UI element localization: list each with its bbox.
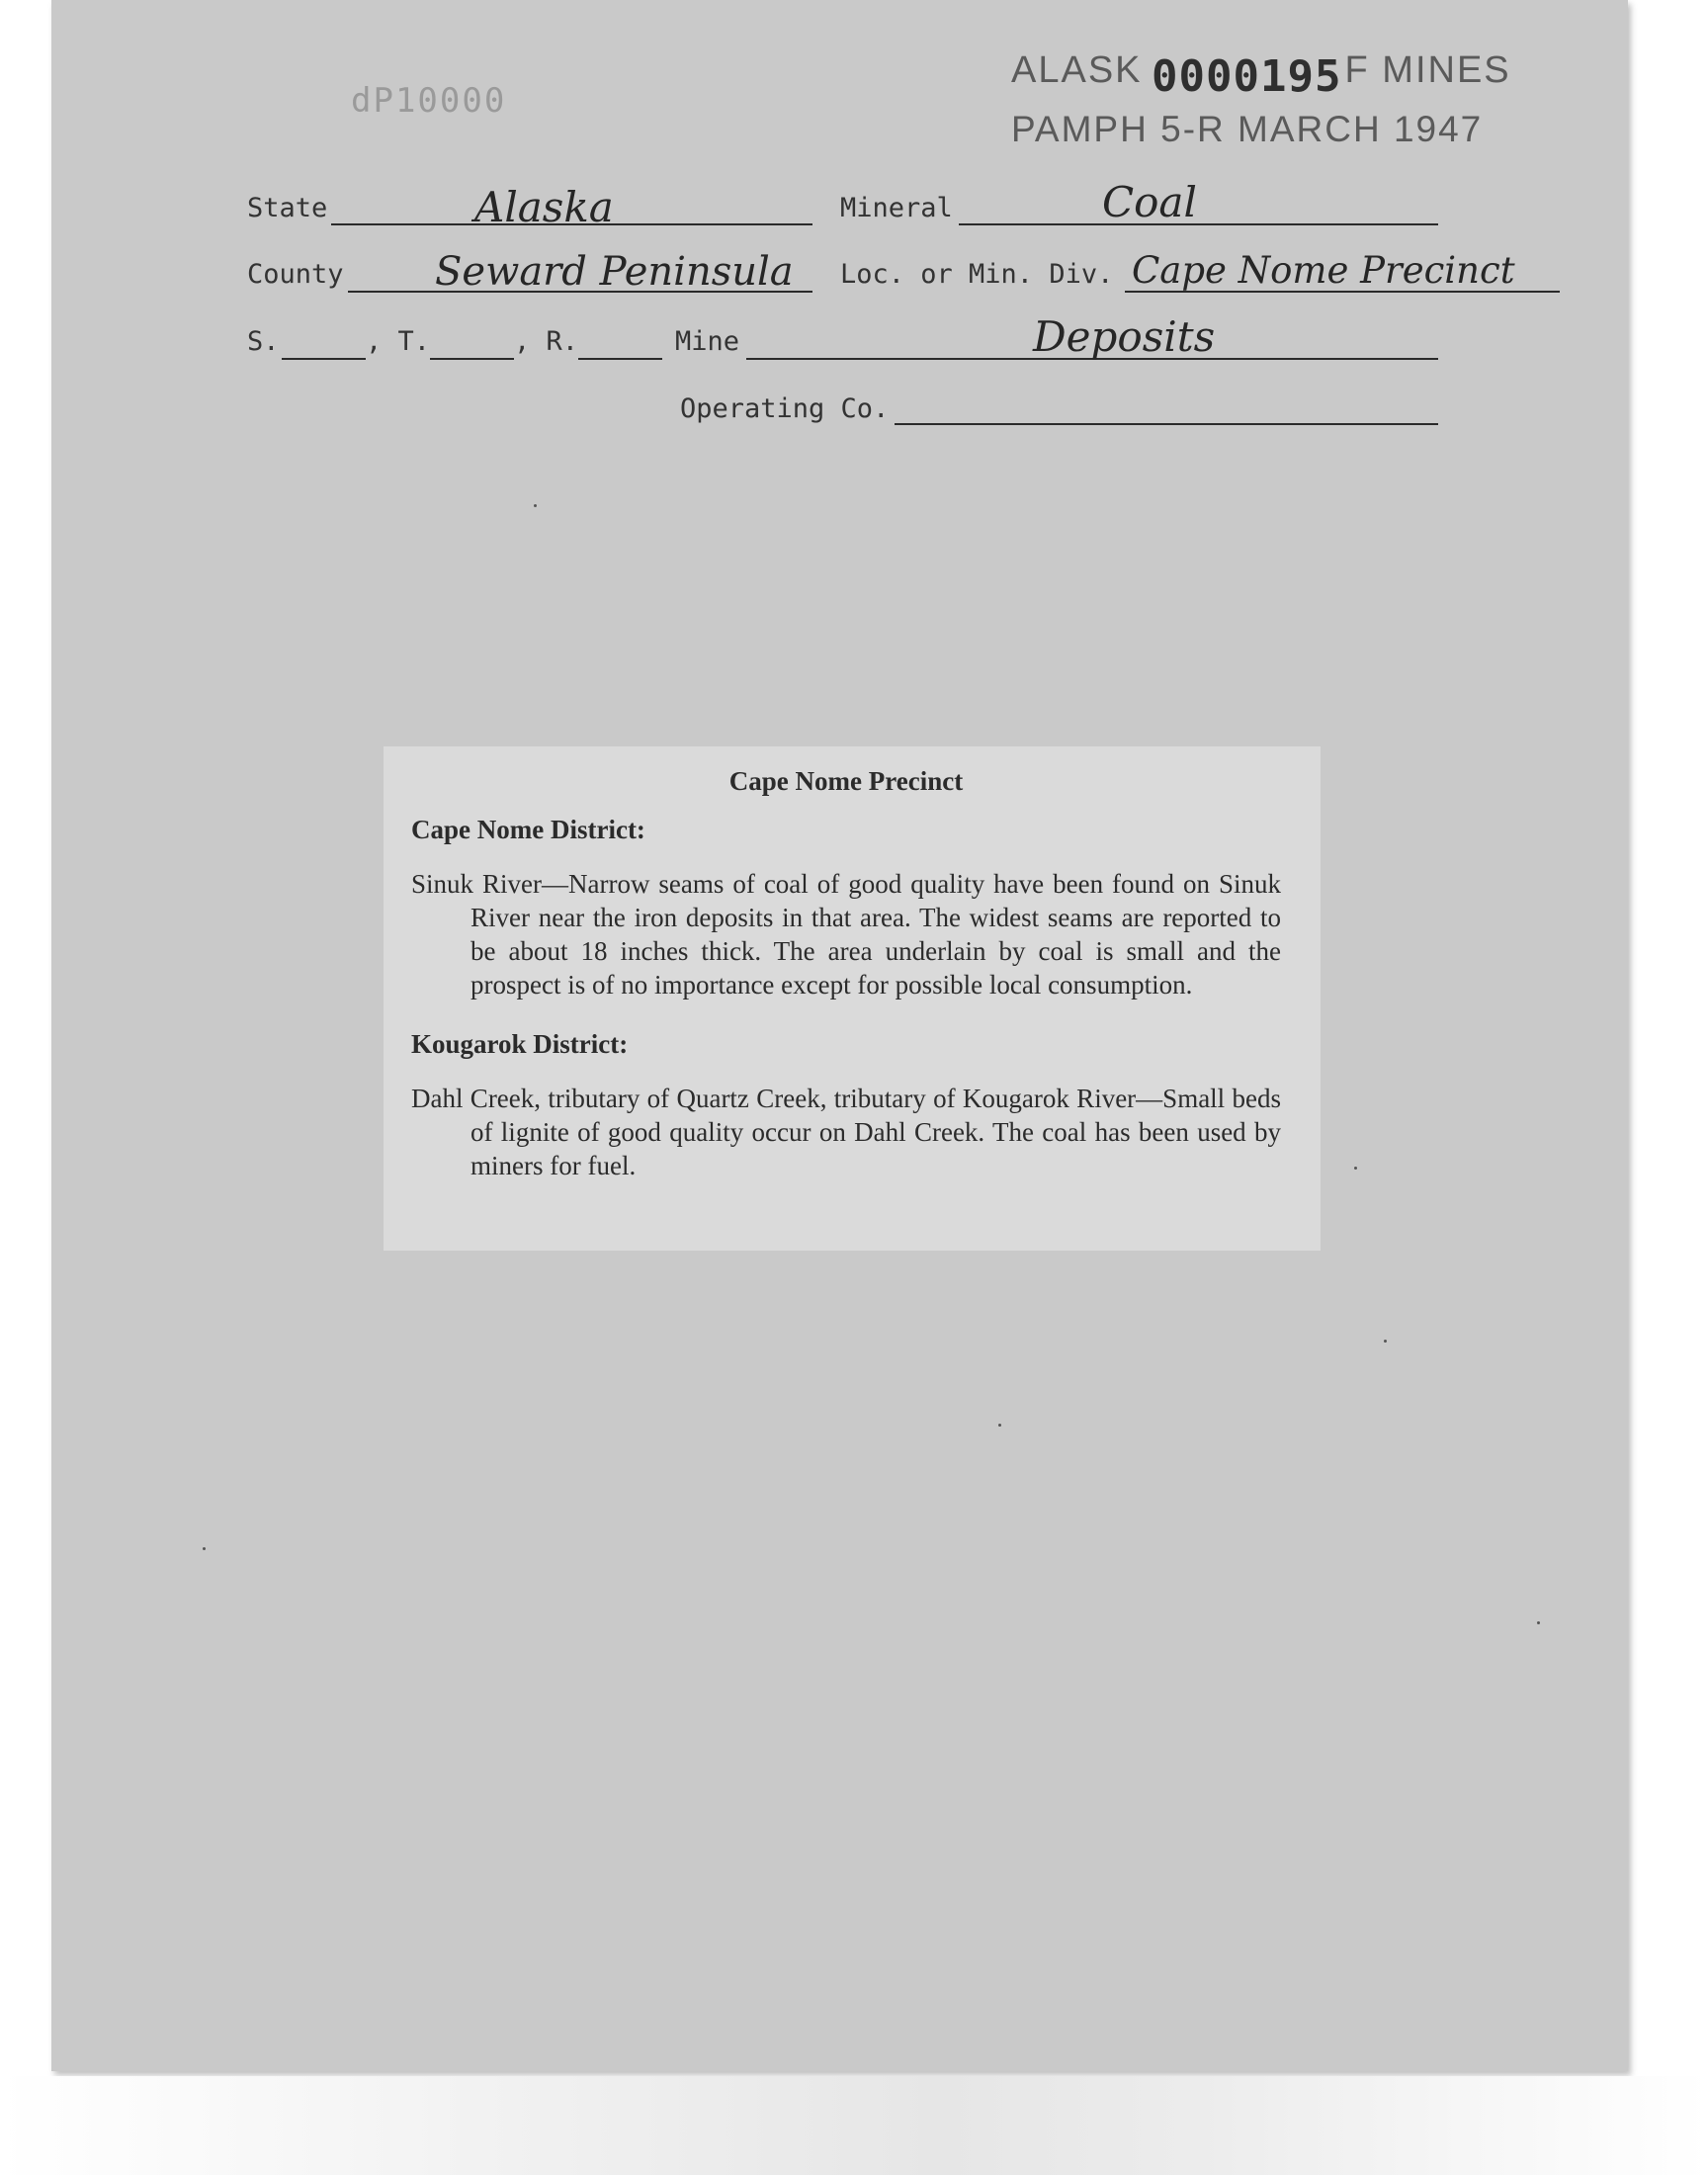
state-label: State xyxy=(247,193,328,223)
dahl-creek-paragraph: Dahl Creek, tributary of Quartz Creek, tributary of Kougarok River—Small beds of lignite of good quality occur on Dahl Creek. The coal has been used by miners for fuel. xyxy=(411,1084,1281,1180)
scan-speck xyxy=(1354,1167,1357,1170)
sinuk-river-paragraph: Sinuk River—Narrow seams of coal of good quality have been found on Sinuk River near the iron deposits in that area. The widest seams are reported to be about 18 inches thick. The area underlain by coal is small and the prospect is of no importance except for possible local consumption. xyxy=(411,869,1281,1000)
range-label: , R. xyxy=(514,326,579,357)
faded-stamp-number: dP10000 xyxy=(351,81,507,121)
loc-label: Loc. or Min. Div. xyxy=(840,259,1114,290)
section-line xyxy=(282,358,366,360)
county-label: County xyxy=(247,259,344,290)
mineral-label: Mineral xyxy=(840,193,953,223)
mine-label: Mine xyxy=(675,326,740,357)
header-line-1-start: ALASK xyxy=(1011,49,1143,91)
scan-speck xyxy=(1384,1340,1387,1343)
mineral-line xyxy=(959,223,1438,225)
operating-co-label: Operating Co. xyxy=(680,393,890,424)
scan-speck xyxy=(998,1424,1001,1427)
scan-speck xyxy=(1537,1621,1540,1624)
state-value: Alaska xyxy=(474,183,614,231)
scan-speck xyxy=(203,1547,206,1550)
county-value: Seward Peninsula xyxy=(435,249,794,295)
clipping-title: Cape Nome Precinct xyxy=(728,766,964,796)
township-line xyxy=(430,358,514,360)
mine-value: Deposits xyxy=(1033,312,1216,361)
scan-speck xyxy=(534,504,537,507)
range-line xyxy=(578,358,662,360)
cape-nome-district-heading: Cape Nome District: xyxy=(411,815,645,844)
section-label: S. xyxy=(247,326,280,357)
document-number: 0000195 xyxy=(1152,51,1342,102)
loc-value: Cape Nome Precinct xyxy=(1132,249,1515,292)
kougarok-district-heading: Kougarok District: xyxy=(411,1029,629,1059)
mineral-value: Coal xyxy=(1102,178,1197,226)
header-line-2: PAMPH 5-R MARCH 1947 xyxy=(1011,109,1484,149)
operating-co-line xyxy=(895,423,1438,425)
township-label: , T. xyxy=(366,326,431,357)
pasted-clipping xyxy=(384,746,1321,1251)
scanner-edge xyxy=(0,2076,1708,2175)
header-line-1-end: F MINES xyxy=(1344,49,1511,91)
